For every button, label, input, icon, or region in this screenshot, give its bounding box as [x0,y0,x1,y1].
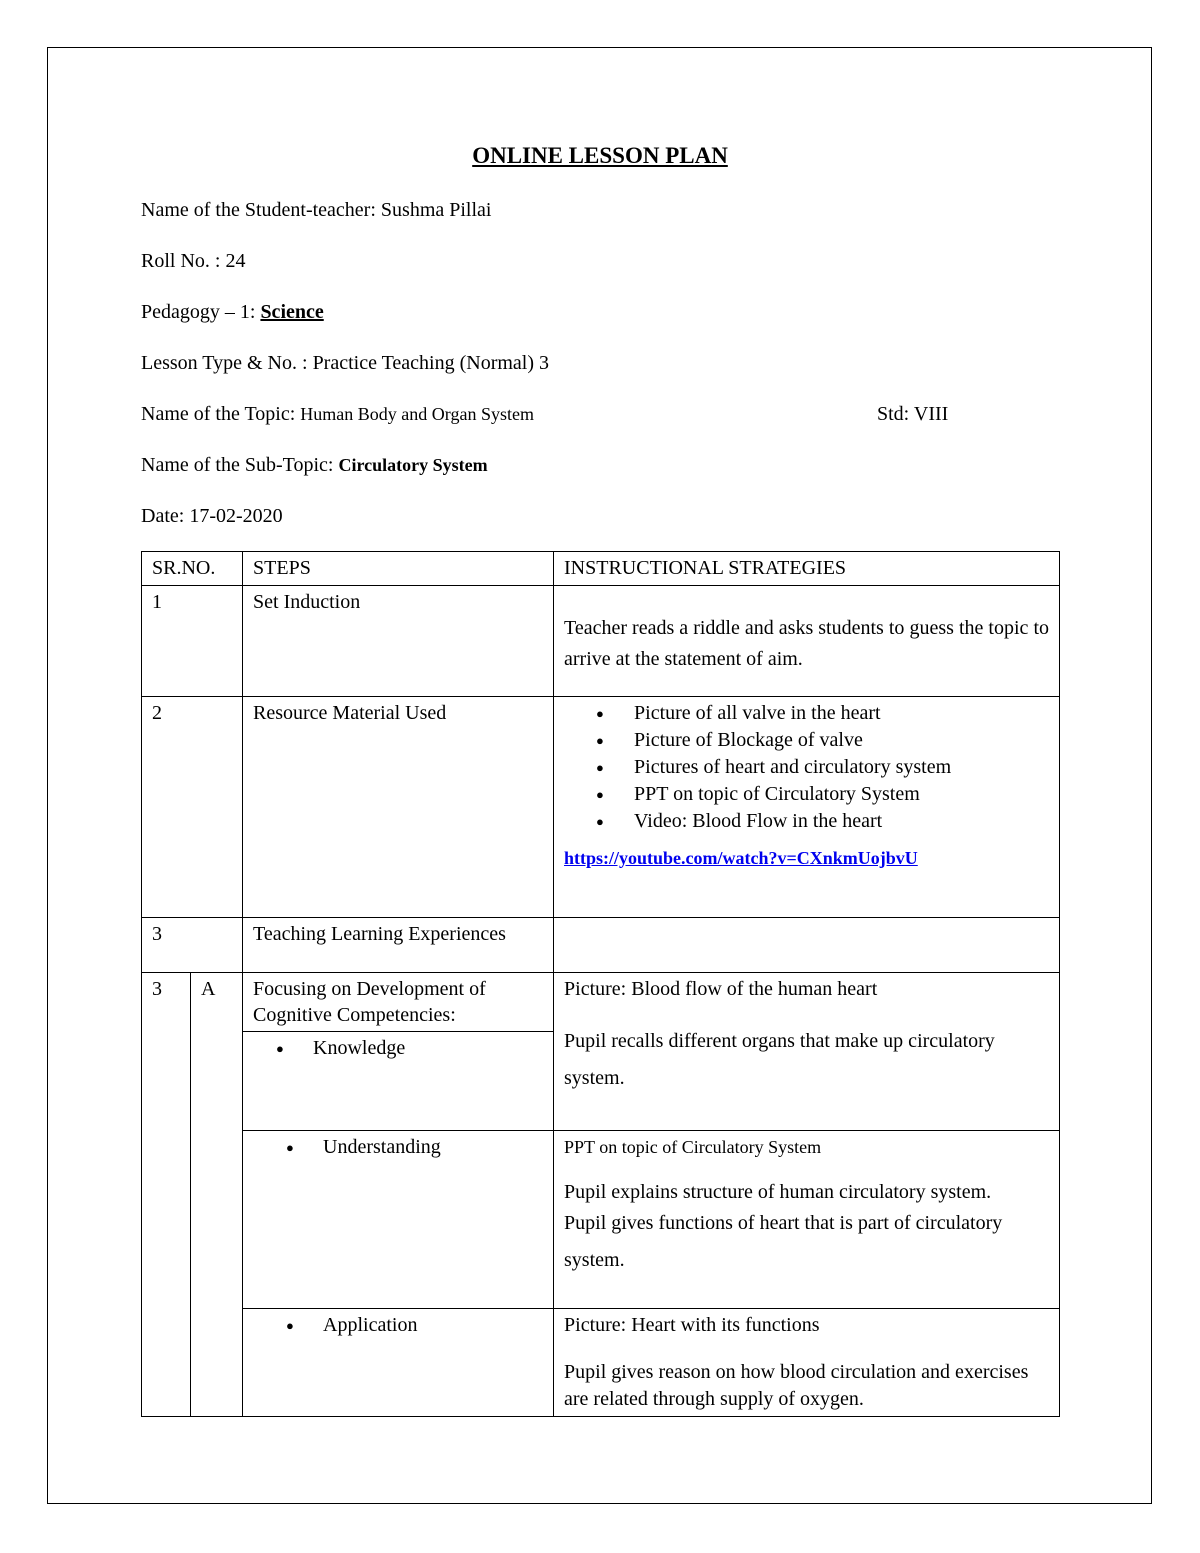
date-field [141,505,283,528]
application-label: ● Application [253,1312,543,1339]
understanding-step-cell [243,1131,554,1309]
resource-list [564,700,1049,835]
understanding-line3: Pupil gives functions of heart that is part of circulatory system. [564,1212,1003,1271]
understanding-strategy-cell [554,1131,1060,1309]
list-item: ● Pictures of heart and circulatory system [634,754,1049,781]
list-item: ● Video: Blood Flow in the heart [634,808,1049,835]
roll-number-label: Roll No. : [141,250,226,272]
pedagogy-label: Pedagogy – 1: [141,301,261,323]
understanding-line1: PPT on topic of Circulatory System [564,1137,822,1157]
page-title: ONLINE LESSON PLAN [472,143,728,168]
youtube-link[interactable]: https://youtube.com/watch?v=CXnkmUojbvU [564,848,918,868]
pedagogy-value: Science [260,301,324,323]
row2-strategy-cell [554,697,1060,918]
row1-step: Set Induction [243,586,554,697]
row1-number: 1 [142,586,243,697]
understanding-line2: Pupil explains structure of human circulatory system. [564,1181,992,1203]
lesson-type-label: Lesson Type & No. : [141,352,313,374]
table-row [142,1131,1060,1309]
application-line1: Picture: Heart with its functions [564,1314,820,1336]
date-label: Date: [141,505,190,527]
list-item: ● Picture of Blockage of valve [634,727,1049,754]
row3-step: Teaching Learning Experiences [243,918,554,973]
header-strategies: INSTRUCTIONAL STRATEGIES [554,552,1060,586]
roll-number-value: 24 [225,250,246,272]
std-value: VIII [913,403,949,425]
topic-value: Human Body and Organ System [300,404,534,424]
row2-number: 2 [142,697,243,918]
std-label: Std: [877,403,914,425]
header-steps: STEPS [243,552,554,586]
application-step-cell [243,1309,554,1417]
cognitive-heading: Focusing on Development of Cognitive Competencies: [243,973,553,1032]
header-sr-no: SR.NO. [142,552,243,586]
table-row [142,1309,1060,1417]
pedagogy-field [141,301,324,324]
lesson-type-value: Practice Teaching (Normal) 3 [312,352,550,374]
lesson-plan-table [141,551,1060,1417]
application-strategy-cell [554,1309,1060,1417]
roll-number-field [141,250,245,273]
knowledge-strategy-cell [554,973,1060,1131]
subtopic-field [141,454,488,477]
understanding-label: ● Understanding [253,1134,543,1161]
row3a-number: 3 [142,973,191,1417]
topic-label: Name of the Topic: [141,403,301,425]
student-teacher-label: Name of the Student-teacher: [141,199,381,221]
table-row [142,586,1060,697]
row3-number: 3 [142,918,243,973]
row3a-letter: A [191,973,243,1417]
lesson-type-field [141,352,549,375]
topic-field [141,403,534,426]
list-item: ● Picture of all valve in the heart [634,700,1049,727]
student-teacher-value: Sushma Pillai [380,199,492,221]
knowledge-label: ● Knowledge [243,1032,553,1062]
table-header-row [142,552,1060,586]
std-field [877,403,948,426]
knowledge-line1: Picture: Blood flow of the human heart [564,978,878,1000]
row1-strategy-cell [554,586,1060,697]
knowledge-line2: Pupil recalls different organs that make up circulatory system. [564,1030,995,1089]
subtopic-value: Circulatory System [338,455,488,475]
table-row [142,973,1060,1131]
row1-strategy: Teacher reads a riddle and asks students to guess the topic to arrive at the statement of aim. [564,617,1050,670]
subtopic-label: Name of the Sub-Topic: [141,454,339,476]
table-row [142,697,1060,918]
date-value: 17-02-2020 [189,505,283,527]
row3-strategy-empty [554,918,1060,973]
row2-step: Resource Material Used [243,697,554,918]
table-row [142,918,1060,973]
student-teacher-field [141,199,491,222]
knowledge-step-cell [243,973,554,1131]
list-item: ● PPT on topic of Circulatory System [634,781,1049,808]
application-line2: Pupil gives reason on how blood circulation and exercises are related through supply of oxygen. [564,1361,1029,1410]
